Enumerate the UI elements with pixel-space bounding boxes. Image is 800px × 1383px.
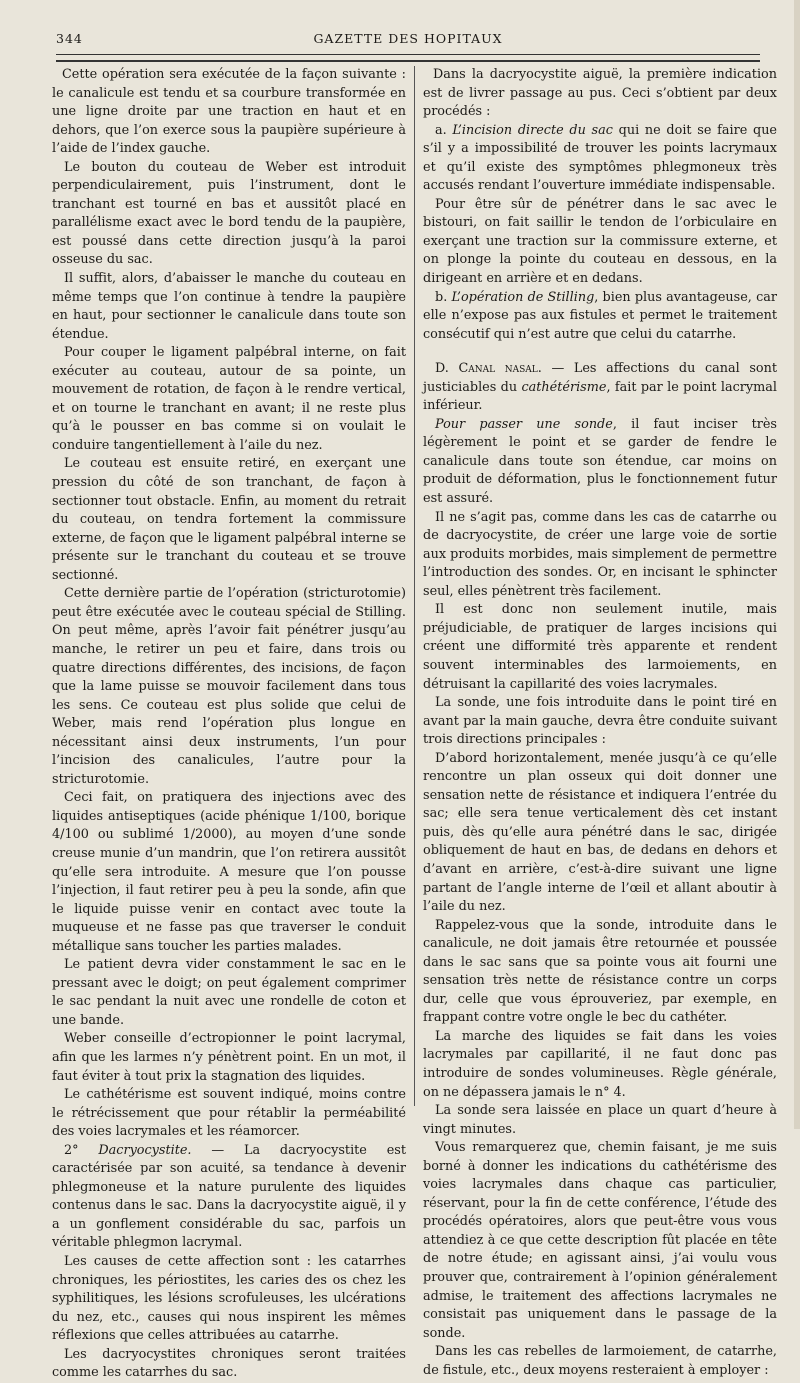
paragraph-text: Ceci fait, on pratiquera des injections avec des liquides antiseptiques (acide phénique 1/100, borique 4/100 ou sublimé 1/2000), au moyen d’une sonde creuse munie d’un mandrin, que l’on retirera aussitôt qu’elle sera introduite. A mesure que l’on pousse l’injection, il faut retirer peu à peu la sonde, afin que le liquide puisse venir en contact avec toute la muqueuse et ne fasse pas que traverser le conduit métallique sans toucher les parties malades.: [52, 790, 406, 954]
paragraph-text: Rappelez-vous que la sonde, introduite dans le canalicule, ne doit jamais être retournée et poussée dans le sac sans que sa pointe vous ait fourni une sensation très nette de résistance contre un corps dur, celle que vous éprouveriez, par exemple, en frappant contre votre ongle le bec du cathéter.: [423, 917, 777, 1026]
paragraph-text: Cette opération sera exécutée de la façon suivante : le canalicule est tendu et sa courbure transformée en une ligne droite par une traction en haut et en dehors, que l’on exerce sous la paupière supérieure à l’aide de l’index gauche.: [52, 67, 406, 157]
paragraph: [423, 917, 777, 1028]
paragraph-text: Pour couper le ligament palpébral interne, on fait exécuter au couteau, autour de sa pointe, un mouvement de rotation, de façon à le rendre vertical, et on tourne le tranchant en avant; il ne reste plus qu’à le pousser en bas comme si on voulait le conduire tangentiellement à l’aile du nez.: [52, 345, 406, 453]
paragraph-text: Les causes de cette affection sont : les catarrhes chroniques, les périostites, les caries des os chez les syphilitiques, les lésions scrofuleuses, les ulcérations du nez, etc., causes qui nous inspirent les mêmes réflexions que celles attribuées au catarrhe.: [52, 1254, 406, 1344]
paragraph: [423, 1139, 777, 1343]
paragraph-text: Les dacryocystites chroniques seront traitées comme les catarrhes du sac.: [52, 1346, 406, 1381]
paragraph-text: Le patient devra vider constamment le sac en le pressant avec le doigt; on peut également comprimer le sac pendant la nuit avec une rondelle de coton et une bande.: [52, 957, 406, 1028]
paragraph: [52, 66, 406, 159]
paragraph: [52, 585, 406, 789]
italic-term: Dacryocystite.: [98, 1142, 192, 1158]
page-number: 344: [56, 31, 83, 46]
paragraph: [52, 344, 406, 455]
paragraph-lead: D.: [435, 361, 459, 377]
header-rule-thin: [56, 54, 760, 55]
paragraph-text: qui ne doit se faire que s’il y a impossibilité de trouver les points lacrymaux et qu’il existe des symptômes phlegmoneux très accusés rendant l’ouverture immédiate indispensable.: [423, 122, 778, 194]
right-column: [423, 66, 778, 1378]
paragraph-text: , il faut inciser très légèrement le point et se garder de fendre le canalicule dans toute son étendue, car moins on produit de déformation, plus le fonctionnement futur est assuré.: [423, 416, 777, 507]
paragraph: [423, 601, 777, 694]
paragraph: [423, 1102, 777, 1139]
paragraph-text: D’abord horizontalement, menée jusqu’à ce qu’elle rencontre un plan osseux qui doit donner une sensation nette de résistance et indiquera l’entrée du sac; elle sera tenue verticalement dès cet instant puis, dès qu’elle aura pénétré dans le sac, dirigée obliquement de haut en bas, de dedans en dehors et d’avant en arrière, c’est-à-dire suivant une ligne partant de l’angle interne de l’œil et allant aboutir à l’aile du nez.: [423, 750, 777, 915]
section-heading: Canal nasal.: [458, 361, 542, 377]
paragraph-text: Il est donc non seulement inutile, mais préjudiciable, de pratiquer de larges incisions qui créent une difformité très apparente et rendent souvent interminables des larmoiements, en détruisant la capillarité des voies lacrymales.: [423, 602, 777, 692]
paragraph: [52, 1346, 406, 1383]
paragraph: [423, 416, 777, 509]
paragraph-text: Weber conseille d’ectropionner le point lacrymal, afin que les larmes n’y pénètrent point. En un mot, il faut éviter à tout prix la stagnation des liquides.: [52, 1031, 406, 1084]
paragraph-text: Le couteau est ensuite retiré, en exerçant une pression du côté de son tranchant, de façon à sectionner tout obstacle. Enfin, au moment du retrait du couteau, on tendra fortement la commissure externe, de façon que le ligament palpébral interne se présente sur le tranchant du couteau et se trouve sectionné.: [52, 456, 406, 583]
paragraph: [423, 750, 777, 917]
header-rule-thick: [56, 60, 760, 62]
paragraph: [423, 289, 777, 345]
paragraph: [423, 360, 777, 416]
paragraph-text: , bien plus avantageuse, car elle n’expose pas aux fistules et permet le traitement consécutif qui n’est autre que celui du catarrhe.: [423, 289, 777, 342]
paragraph-text: Dans la dacryocystite aiguë, la première indication est de livrer passage au pus. Ceci s’obtient par deux procédés :: [423, 67, 777, 120]
paragraph: [423, 1028, 777, 1102]
paragraph-text: La sonde, une fois introduite dans le point tiré en avant par la main gauche, devra être conduite suivant trois directions principales :: [423, 695, 777, 748]
paragraph-text: Le bouton du couteau de Weber est introduit perpendiculairement, puis l’instrument, dont le tranchant est tourné en bas et aussitôt placé en parallélisme exact avec le bord tendu de la paupière, est poussé dans cette direction jusqu’à la paroi osseuse du sac.: [52, 159, 406, 268]
italic-term: L’incision directe du sac: [452, 122, 613, 138]
paragraph: [423, 122, 777, 196]
page-edge: [794, 0, 800, 1129]
italic-term: L’opération de Stilling: [451, 289, 595, 305]
paragraph-text: La marche des liquides se fait dans les voies lacrymales par capillarité, il ne faut donc pas introduire de sondes volumineuses. Règle générale, on ne dépassera jamais le n° 4.: [423, 1028, 777, 1100]
paragraph: [52, 1142, 406, 1253]
paragraph-text: Pour être sûr de pénétrer dans le sac avec le bistouri, on fait saillir le tendon de l’orbiculaire en exerçant une traction sur la commissure externe, et on plonge la pointe du couteau en dessous, en la dirigeant en arrière et en dedans.: [423, 196, 777, 287]
paragraph-lead: 2°: [64, 1142, 99, 1158]
column-divider: [414, 66, 415, 1106]
paragraph-text: , fait par le point lacrymal inférieur.: [423, 379, 777, 414]
italic-term: cathétérisme: [521, 379, 607, 395]
paragraph-text: Dans les cas rebelles de larmoiement, de catarrhe, de fistule, etc., deux moyens resteraient à employer :: [423, 1344, 777, 1378]
page-header: [56, 31, 760, 51]
italic-term: Pour passer une sonde: [435, 416, 613, 432]
paragraph: [423, 1343, 777, 1380]
paragraph-text: Il ne s’agit pas, comme dans les cas de catarrhe ou de dacryocystite, de créer une large voie de sortie aux produits morbides, mais simplement de permettre l’introduction des sondes. Or, en incisant le sphincter seul, elles pénètrent très facilement.: [423, 509, 777, 599]
paragraph-lead: a.: [435, 122, 453, 138]
paragraph-text: — Les affections du canal sont justiciables du: [423, 361, 777, 395]
paragraph-text: Cette dernière partie de l’opération (stricturotomie) peut être exécutée avec le couteau spécial de Stilling. On peut même, après l’avoir fait pénétrer jusqu’au manche, le retirer un peu et faire, dans trois ou quatre directions différentes, des incisions, de façon que la lame puisse se mouvoir facilement dans tous les sens. Ce couteau est plus solide que celui de Weber, mais rend l’opération plus longue en nécessitant ainsi deux instruments, l’un pour l’incision des canalicules, l’autre pour la stricturotomie.: [52, 586, 406, 787]
paragraph: [52, 1253, 406, 1346]
paragraph-text: Il suffit, alors, d’abaisser le manche du couteau en même temps que l’on continue à tendre la paupière en haut, pour sectionner le canalicule dans toute son étendue.: [52, 271, 406, 342]
paragraph-lead: b.: [435, 289, 452, 305]
paragraph: [52, 1030, 406, 1086]
paragraph: [423, 196, 777, 289]
paragraph-text: — La dacryocystite est caractérisée par son acuité, sa tendance à devenir phlegmoneuse et la nature purulente des liquides contenus dans le sac. Dans la dacryocystite aiguë, il y a un gonflement considérable du sac, parfois un véritable phlegmon lacrymal.: [52, 1142, 407, 1251]
paragraph: [423, 694, 777, 750]
paragraph-text: Le cathétérisme est souvent indiqué, moins contre le rétrécissement que pour rétablir la perméabilité des voies lacrymales et les réamorcer.: [52, 1087, 406, 1140]
journal-title: GAZETTE DES HOPITAUX: [313, 31, 503, 46]
paragraph: [52, 1086, 406, 1142]
paragraph: [52, 270, 406, 344]
paragraph: [423, 509, 777, 602]
paragraph: [52, 789, 406, 956]
paragraph: [52, 956, 406, 1030]
left-column: [52, 66, 407, 1381]
paragraph-text: La sonde sera laissée en place un quart d’heure à vingt minutes.: [423, 1103, 777, 1137]
paragraph: [423, 66, 777, 122]
paragraph: [52, 455, 406, 585]
paragraph: [52, 159, 406, 270]
paragraph-text: Vous remarquerez que, chemin faisant, je me suis borné à donner les indications du cathétérisme des voies lacrymales dans chaque cas particulier, réservant, pour la fin de cette conférence, l’étude des procédés opératoires, alors que peut-être vous vous attendiez à ce que cette description fût placée en tête de notre étude; en agissant ainsi, j’ai voulu vous prouver que, contrairement à l’opinion généralement admise, le traitement des affections lacrymales ne consistait pas uniquement dans le passage de la sonde.: [423, 1140, 777, 1341]
